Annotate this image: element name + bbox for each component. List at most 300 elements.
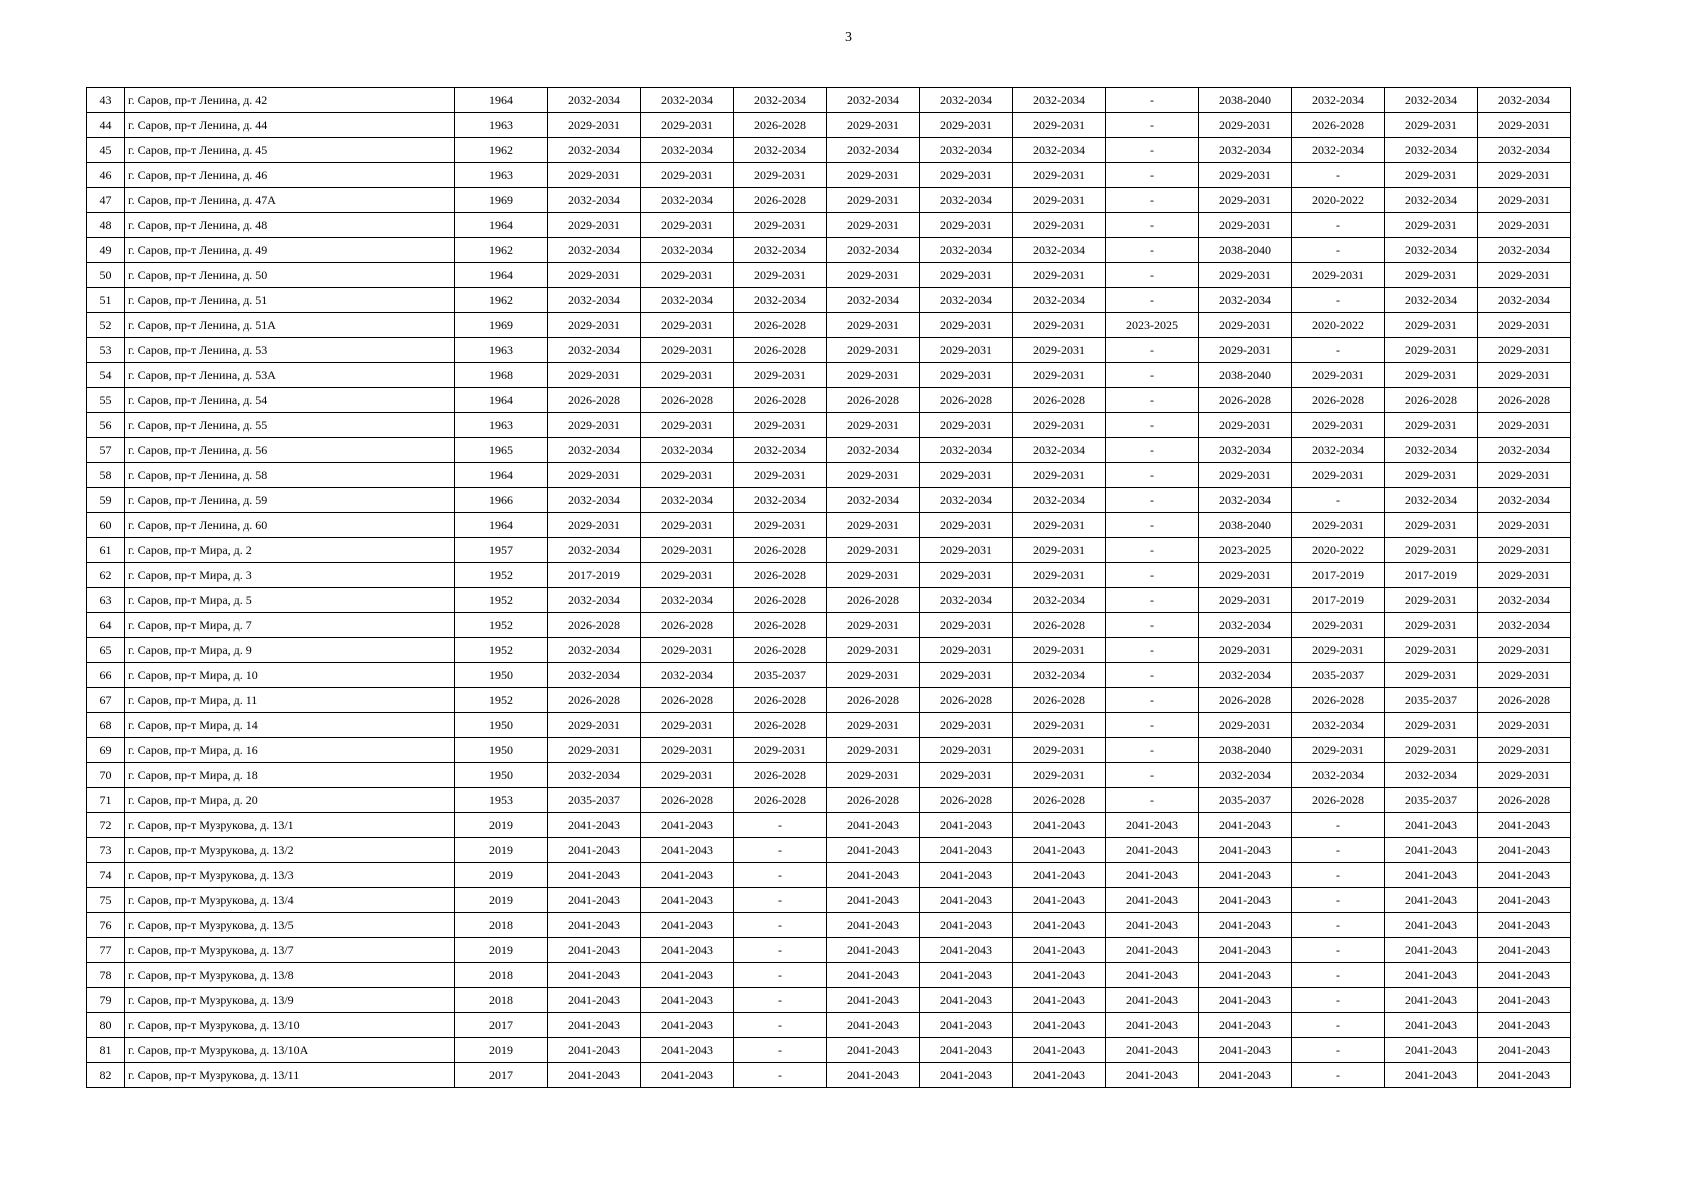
period-cell: 2041-2043 [1106,938,1199,963]
period-cell: 2041-2043 [548,1038,641,1063]
period-cell: - [1106,488,1199,513]
period-cell: - [1106,463,1199,488]
period-cell: 2041-2043 [1385,888,1478,913]
period-cell: 2029-2031 [734,413,827,438]
period-cell: 2029-2031 [1478,363,1571,388]
period-cell: 2026-2028 [641,388,734,413]
period-cell: 2026-2028 [734,688,827,713]
period-cell: 2032-2034 [1292,438,1385,463]
period-cell: - [1106,238,1199,263]
period-cell: 2032-2034 [1199,138,1292,163]
year-built-cell: 1963 [455,113,548,138]
period-cell: 2041-2043 [920,988,1013,1013]
period-cell: 2032-2034 [641,188,734,213]
period-cell: 2026-2028 [734,763,827,788]
year-built-cell: 1950 [455,763,548,788]
period-cell: 2029-2031 [641,163,734,188]
period-cell: - [1292,938,1385,963]
period-cell: 2029-2031 [920,638,1013,663]
period-cell: 2041-2043 [1478,1063,1571,1088]
period-cell: 2041-2043 [920,888,1013,913]
period-cell: 2020-2022 [1292,538,1385,563]
period-cell: - [1292,1038,1385,1063]
period-cell: 2041-2043 [920,1013,1013,1038]
period-cell: 2029-2031 [1292,638,1385,663]
period-cell: 2032-2034 [1385,188,1478,213]
period-cell: 2041-2043 [1013,813,1106,838]
period-cell: 2029-2031 [1478,538,1571,563]
period-cell: 2041-2043 [1199,1038,1292,1063]
period-cell: 2029-2031 [641,538,734,563]
period-cell: 2029-2031 [641,638,734,663]
year-built-cell: 1950 [455,738,548,763]
row-number-cell: 68 [87,713,125,738]
row-number-cell: 78 [87,963,125,988]
row-number-cell: 81 [87,1038,125,1063]
period-cell: 2029-2031 [1199,338,1292,363]
period-cell: 2026-2028 [1478,688,1571,713]
address-cell: г. Саров, пр-т Ленина, д. 51 [125,288,455,313]
row-number-cell: 79 [87,988,125,1013]
period-cell: 2029-2031 [1478,563,1571,588]
period-cell: 2029-2031 [920,613,1013,638]
period-cell: 2029-2031 [641,763,734,788]
period-cell: 2029-2031 [1013,213,1106,238]
period-cell: 2029-2031 [1385,588,1478,613]
period-cell: 2032-2034 [1013,138,1106,163]
period-cell: 2041-2043 [920,838,1013,863]
period-cell: 2029-2031 [1199,163,1292,188]
period-cell: 2041-2043 [1385,813,1478,838]
period-cell: 2026-2028 [734,388,827,413]
period-cell: 2041-2043 [827,813,920,838]
period-cell: 2029-2031 [1199,638,1292,663]
period-cell: 2041-2043 [1199,888,1292,913]
table-row [87,188,1571,213]
period-cell: 2041-2043 [548,938,641,963]
period-cell: 2029-2031 [641,513,734,538]
address-cell: г. Саров, пр-т Ленина, д. 55 [125,413,455,438]
row-number-cell: 45 [87,138,125,163]
year-built-cell: 2017 [455,1013,548,1038]
period-cell: 2029-2031 [1199,313,1292,338]
period-cell: 2032-2034 [827,88,920,113]
address-cell: г. Саров, пр-т Музрукова, д. 13/10А [125,1038,455,1063]
period-cell: 2041-2043 [1478,963,1571,988]
period-cell: 2041-2043 [1106,863,1199,888]
table-row [87,113,1571,138]
row-number-cell: 66 [87,663,125,688]
period-cell: 2029-2031 [548,113,641,138]
row-number-cell: 50 [87,263,125,288]
period-cell: 2026-2028 [641,788,734,813]
year-built-cell: 2017 [455,1063,548,1088]
period-cell: 2032-2034 [548,663,641,688]
address-cell: г. Саров, пр-т Музрукова, д. 13/11 [125,1063,455,1088]
period-cell: 2041-2043 [827,1038,920,1063]
period-cell: 2029-2031 [1478,738,1571,763]
year-built-cell: 1950 [455,713,548,738]
year-built-cell: 1965 [455,438,548,463]
period-cell: 2032-2034 [1292,88,1385,113]
address-cell: г. Саров, пр-т Ленина, д. 50 [125,263,455,288]
period-cell: - [734,813,827,838]
period-cell: 2029-2031 [1478,263,1571,288]
period-cell: - [734,888,827,913]
period-cell: 2032-2034 [641,488,734,513]
table-row [87,688,1571,713]
period-cell: 2029-2031 [827,163,920,188]
period-cell: 2026-2028 [1385,388,1478,413]
period-cell: 2029-2031 [920,463,1013,488]
period-cell: 2029-2031 [734,163,827,188]
period-cell: 2029-2031 [1013,188,1106,213]
period-cell: 2026-2028 [548,613,641,638]
period-cell: 2029-2031 [1013,713,1106,738]
period-cell: 2041-2043 [1385,1063,1478,1088]
period-cell: 2041-2043 [1013,988,1106,1013]
period-cell: 2029-2031 [1385,538,1478,563]
year-built-cell: 1957 [455,538,548,563]
period-cell: 2041-2043 [1385,938,1478,963]
period-cell: 2041-2043 [1106,1063,1199,1088]
period-cell: 2029-2031 [827,663,920,688]
year-built-cell: 1969 [455,188,548,213]
row-number-cell: 51 [87,288,125,313]
address-cell: г. Саров, пр-т Ленина, д. 46 [125,163,455,188]
row-number-cell: 63 [87,588,125,613]
period-cell: - [1106,438,1199,463]
period-cell: - [1106,163,1199,188]
row-number-cell: 62 [87,563,125,588]
table-row [87,938,1571,963]
period-cell: 2032-2034 [548,438,641,463]
period-cell: 2026-2028 [1013,788,1106,813]
period-cell: - [1292,338,1385,363]
period-cell: - [1106,738,1199,763]
period-cell: 2029-2031 [827,313,920,338]
period-cell: - [1106,113,1199,138]
year-built-cell: 1962 [455,238,548,263]
period-cell: 2041-2043 [1106,913,1199,938]
address-cell: г. Саров, пр-т Музрукова, д. 13/1 [125,813,455,838]
year-built-cell: 2019 [455,938,548,963]
table-row [87,213,1571,238]
period-cell: 2029-2031 [1013,738,1106,763]
period-cell: 2032-2034 [1385,438,1478,463]
period-cell: 2026-2028 [734,788,827,813]
period-cell: 2029-2031 [827,463,920,488]
period-cell: 2032-2034 [641,663,734,688]
period-cell: 2029-2031 [920,763,1013,788]
period-cell: 2026-2028 [734,713,827,738]
period-cell: - [1106,213,1199,238]
row-number-cell: 48 [87,213,125,238]
address-cell: г. Саров, пр-т Мира, д. 16 [125,738,455,763]
period-cell: 2029-2031 [920,263,1013,288]
period-cell: 2026-2028 [641,688,734,713]
period-cell: 2026-2028 [1292,388,1385,413]
period-cell: 2029-2031 [1385,413,1478,438]
period-cell: 2029-2031 [827,638,920,663]
row-number-cell: 77 [87,938,125,963]
period-cell: 2029-2031 [641,363,734,388]
period-cell: 2041-2043 [641,813,734,838]
period-cell: 2032-2034 [827,288,920,313]
period-cell: 2026-2028 [548,388,641,413]
period-cell: 2032-2034 [548,763,641,788]
period-cell: 2032-2034 [1478,588,1571,613]
period-cell: 2029-2031 [641,713,734,738]
period-cell: 2032-2034 [734,238,827,263]
period-cell: 2032-2034 [1478,138,1571,163]
period-cell: 2017-2019 [1292,588,1385,613]
period-cell: 2041-2043 [920,1038,1013,1063]
period-cell: 2032-2034 [548,538,641,563]
period-cell: 2029-2031 [1478,513,1571,538]
row-number-cell: 49 [87,238,125,263]
year-built-cell: 1964 [455,463,548,488]
period-cell: 2041-2043 [920,813,1013,838]
period-cell: 2029-2031 [548,713,641,738]
row-number-cell: 58 [87,463,125,488]
period-cell: - [1106,188,1199,213]
period-cell: - [1106,788,1199,813]
table-row [87,638,1571,663]
address-cell: г. Саров, пр-т Мира, д. 9 [125,638,455,663]
period-cell: 2029-2031 [827,713,920,738]
period-cell: 2029-2031 [548,513,641,538]
period-cell: 2029-2031 [548,363,641,388]
period-cell: 2029-2031 [641,338,734,363]
period-cell: 2029-2031 [641,563,734,588]
period-cell: - [734,913,827,938]
table-row [87,838,1571,863]
period-cell: 2029-2031 [1292,263,1385,288]
period-cell: 2041-2043 [1199,863,1292,888]
period-cell: 2029-2031 [1013,538,1106,563]
table-row [87,413,1571,438]
period-cell: - [1292,963,1385,988]
row-number-cell: 59 [87,488,125,513]
period-cell: 2032-2034 [734,138,827,163]
period-cell: 2029-2031 [1478,763,1571,788]
table-row [87,313,1571,338]
row-number-cell: 47 [87,188,125,213]
period-cell: 2038-2040 [1199,238,1292,263]
row-number-cell: 82 [87,1063,125,1088]
period-cell: 2029-2031 [1478,338,1571,363]
period-cell: 2032-2034 [641,88,734,113]
period-cell: 2029-2031 [641,113,734,138]
table-row [87,863,1571,888]
period-cell: 2029-2031 [920,738,1013,763]
period-cell: 2032-2034 [1292,138,1385,163]
period-cell: 2032-2034 [548,338,641,363]
period-cell: 2032-2034 [548,188,641,213]
period-cell: 2029-2031 [1199,413,1292,438]
period-cell: 2032-2034 [1013,663,1106,688]
period-cell: 2017-2019 [548,563,641,588]
period-cell: - [1106,138,1199,163]
period-cell: - [1292,913,1385,938]
period-cell: 2032-2034 [1013,288,1106,313]
period-cell: - [1292,813,1385,838]
period-cell: 2041-2043 [641,1063,734,1088]
address-cell: г. Саров, пр-т Ленина, д. 49 [125,238,455,263]
period-cell: 2032-2034 [827,238,920,263]
period-cell: 2041-2043 [1478,888,1571,913]
period-cell: 2032-2034 [920,188,1013,213]
row-number-cell: 56 [87,413,125,438]
period-cell: 2041-2043 [641,1038,734,1063]
period-cell: 2026-2028 [827,688,920,713]
period-cell: 2032-2034 [1013,238,1106,263]
row-number-cell: 43 [87,88,125,113]
period-cell: 2029-2031 [1385,313,1478,338]
period-cell: 2032-2034 [641,588,734,613]
period-cell: 2029-2031 [734,263,827,288]
year-built-cell: 1968 [455,363,548,388]
period-cell: 2041-2043 [1106,888,1199,913]
period-cell: 2038-2040 [1199,88,1292,113]
year-built-cell: 1964 [455,513,548,538]
period-cell: 2041-2043 [641,938,734,963]
period-cell: 2029-2031 [920,513,1013,538]
period-cell: 2026-2028 [827,388,920,413]
row-number-cell: 70 [87,763,125,788]
period-cell: 2029-2031 [734,738,827,763]
period-cell: 2041-2043 [1385,963,1478,988]
table-row [87,913,1571,938]
period-cell: 2041-2043 [1478,813,1571,838]
table-row [87,588,1571,613]
period-cell: 2041-2043 [1199,913,1292,938]
period-cell: 2029-2031 [1385,163,1478,188]
period-cell: 2032-2034 [827,438,920,463]
period-cell: 2041-2043 [1385,838,1478,863]
table-row [87,288,1571,313]
period-cell: - [1106,563,1199,588]
period-cell: 2029-2031 [548,163,641,188]
address-cell: г. Саров, пр-т Ленина, д. 45 [125,138,455,163]
period-cell: 2041-2043 [827,938,920,963]
table-row [87,888,1571,913]
year-built-cell: 2019 [455,1038,548,1063]
address-cell: г. Саров, пр-т Музрукова, д. 13/9 [125,988,455,1013]
period-cell: 2032-2034 [1013,488,1106,513]
period-cell: - [1292,838,1385,863]
period-cell: 2041-2043 [1106,1013,1199,1038]
period-cell: 2041-2043 [1199,938,1292,963]
period-cell: - [1292,988,1385,1013]
period-cell: 2041-2043 [641,888,734,913]
period-cell: 2020-2022 [1292,313,1385,338]
period-cell: 2029-2031 [827,413,920,438]
period-cell: 2032-2034 [641,288,734,313]
address-cell: г. Саров, пр-т Музрукова, д. 13/2 [125,838,455,863]
period-cell: 2029-2031 [1013,513,1106,538]
address-cell: г. Саров, пр-т Музрукова, д. 13/7 [125,938,455,963]
period-cell: - [1106,288,1199,313]
period-cell: 2029-2031 [641,263,734,288]
period-cell: 2038-2040 [1199,513,1292,538]
period-cell: 2041-2043 [1106,988,1199,1013]
year-built-cell: 1952 [455,638,548,663]
address-cell: г. Саров, пр-т Ленина, д. 53А [125,363,455,388]
period-cell: 2026-2028 [548,688,641,713]
period-cell: 2026-2028 [920,688,1013,713]
table-row [87,513,1571,538]
period-cell: 2029-2031 [1385,363,1478,388]
period-cell: 2029-2031 [548,413,641,438]
period-cell: 2041-2043 [641,863,734,888]
period-cell: - [1106,538,1199,563]
table-row [87,438,1571,463]
period-cell: 2032-2034 [1013,588,1106,613]
address-cell: г. Саров, пр-т Мира, д. 5 [125,588,455,613]
year-built-cell: 1964 [455,213,548,238]
period-cell: 2032-2034 [1478,488,1571,513]
table-row [87,338,1571,363]
row-number-cell: 67 [87,688,125,713]
period-cell: 2029-2031 [734,213,827,238]
period-cell: 2029-2031 [827,363,920,388]
period-cell: - [1292,238,1385,263]
period-cell: 2041-2043 [548,988,641,1013]
period-cell: 2041-2043 [548,1013,641,1038]
period-cell: 2041-2043 [920,1063,1013,1088]
period-cell: 2029-2031 [1478,463,1571,488]
period-cell: 2029-2031 [1199,563,1292,588]
period-cell: 2035-2037 [1292,663,1385,688]
period-cell: 2029-2031 [920,363,1013,388]
period-cell: 2041-2043 [548,888,641,913]
period-cell: - [1106,388,1199,413]
row-number-cell: 57 [87,438,125,463]
period-cell: - [734,963,827,988]
year-built-cell: 1966 [455,488,548,513]
period-cell: 2041-2043 [1199,988,1292,1013]
row-number-cell: 46 [87,163,125,188]
year-built-cell: 1963 [455,163,548,188]
period-cell: 2032-2034 [1199,613,1292,638]
period-cell: 2026-2028 [1478,788,1571,813]
table-row [87,788,1571,813]
period-cell: 2026-2028 [734,113,827,138]
period-cell: 2041-2043 [920,863,1013,888]
row-number-cell: 52 [87,313,125,338]
period-cell: 2032-2034 [1478,88,1571,113]
period-cell: 2032-2034 [920,488,1013,513]
period-cell: 2029-2031 [548,738,641,763]
period-cell: 2026-2028 [1013,688,1106,713]
period-cell: 2032-2034 [1013,88,1106,113]
row-number-cell: 72 [87,813,125,838]
period-cell: 2029-2031 [1013,763,1106,788]
year-built-cell: 1953 [455,788,548,813]
table-row [87,138,1571,163]
period-cell: 2035-2037 [548,788,641,813]
period-cell: 2029-2031 [920,338,1013,363]
period-cell: 2029-2031 [1385,513,1478,538]
row-number-cell: 71 [87,788,125,813]
period-cell: 2026-2028 [641,613,734,638]
period-cell: 2041-2043 [641,1013,734,1038]
row-number-cell: 73 [87,838,125,863]
year-built-cell: 2019 [455,813,548,838]
period-cell: 2041-2043 [1013,913,1106,938]
